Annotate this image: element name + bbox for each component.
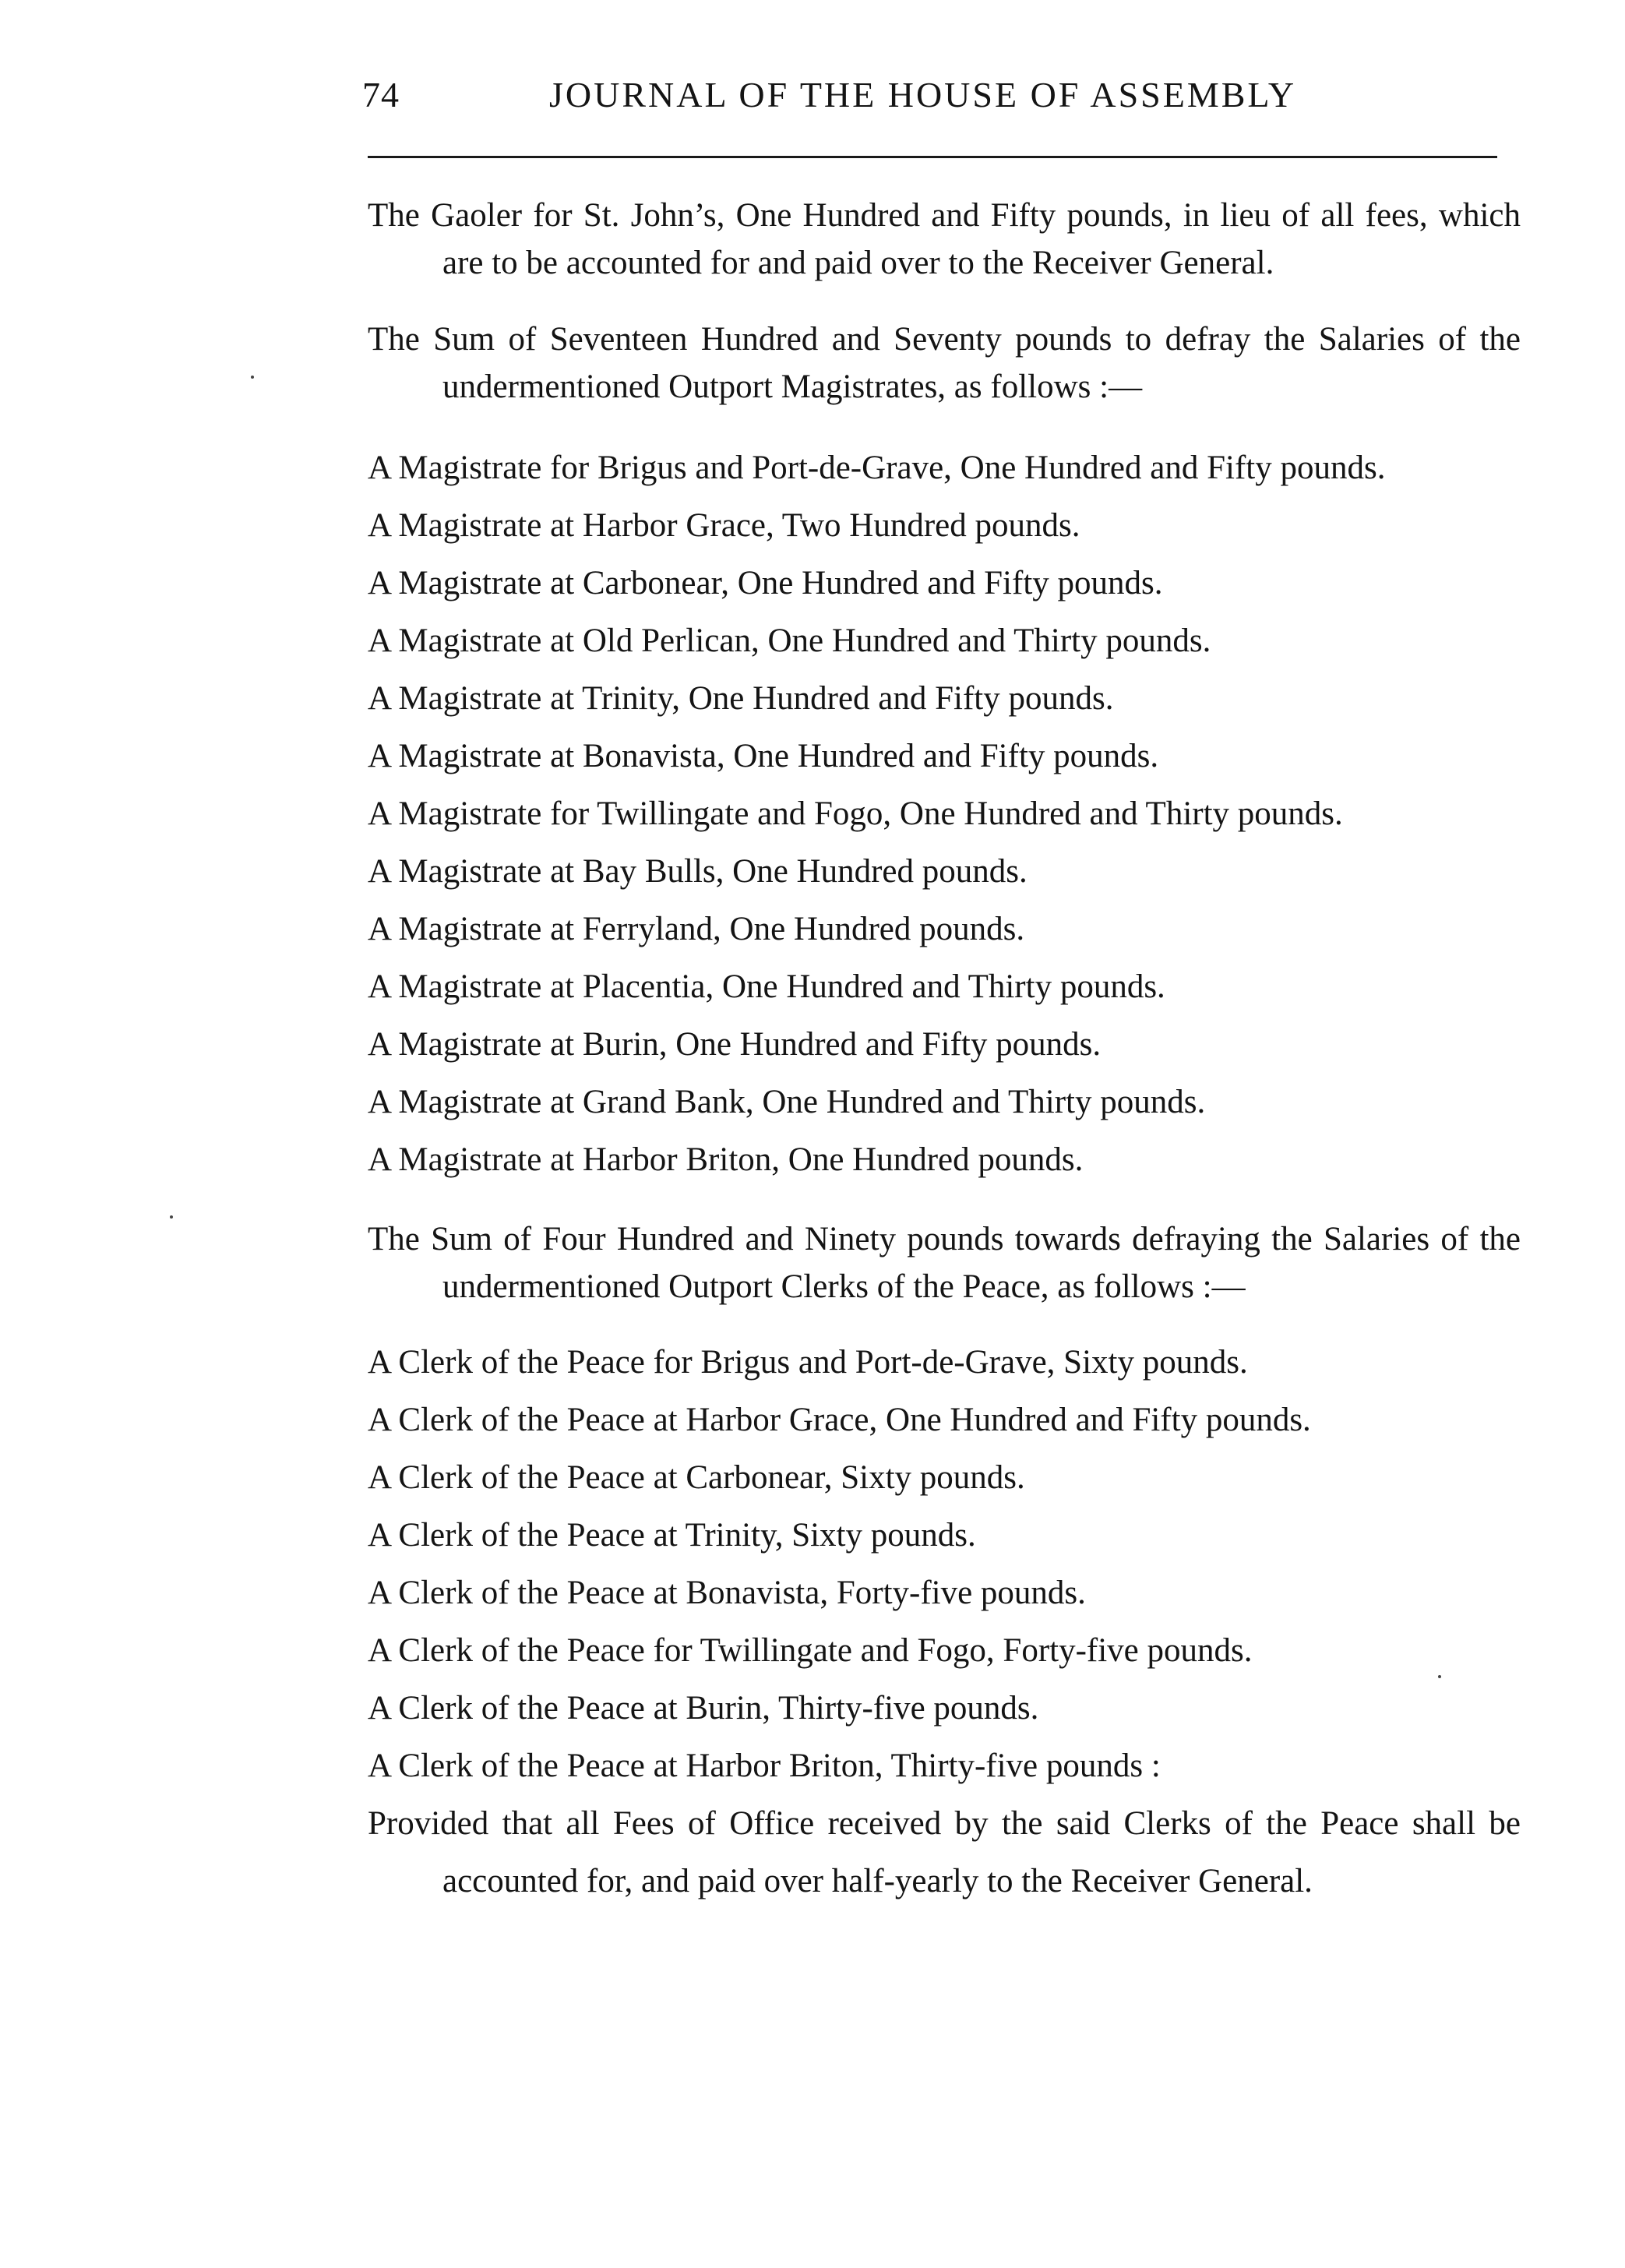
magistrates-intro-paragraph: The Sum of Seventeen Hundred and Seventy pounds to defray the Salaries of the undermentioned Outport Magistrates, as follows :— — [368, 321, 1521, 405]
magistrate-item: A Magistrate at Ferryland, One Hundred pounds. — [368, 911, 1025, 947]
magistrate-item: A Magistrate at Bonavista, One Hundred and Fifty pounds. — [368, 738, 1159, 774]
magistrates-list — [368, 439, 1521, 1189]
journal-body — [368, 192, 1521, 1910]
page-header — [362, 72, 1500, 118]
magistrate-item: A Magistrate at Placentia, One Hundred and Thirty pounds. — [368, 968, 1165, 1005]
paper-speck — [1438, 1675, 1441, 1678]
clerk-item: A Clerk of the Peace for Twillingate and Fogo, Forty-five pounds. — [368, 1632, 1253, 1669]
magistrate-item: A Magistrate at Harbor Briton, One Hundred pounds. — [368, 1141, 1084, 1178]
clerk-item: A Clerk of the Peace at Carbonear, Sixty pounds. — [368, 1459, 1025, 1496]
magistrate-item: A Magistrate at Old Perlican, One Hundred and Thirty pounds. — [368, 623, 1211, 659]
clerk-item: A Clerk of the Peace for Brigus and Port-de-Grave, Sixty pounds. — [368, 1344, 1248, 1381]
clerk-item: A Clerk of the Peace at Harbor Grace, One Hundred and Fifty pounds. — [368, 1402, 1311, 1438]
header-rule — [368, 156, 1497, 158]
paper-speck — [251, 376, 254, 379]
magistrate-item: A Magistrate at Trinity, One Hundred and Fifty pounds. — [368, 680, 1114, 717]
clerk-item: A Clerk of the Peace at Harbor Briton, Thirty-five pounds : — [368, 1748, 1161, 1784]
running-head: JOURNAL OF THE HOUSE OF ASSEMBLY — [549, 75, 1297, 115]
magistrate-item: A Magistrate at Carbonear, One Hundred and Fifty pounds. — [368, 565, 1163, 601]
clerk-item: A Clerk of the Peace at Bonavista, Forty-five pounds. — [368, 1575, 1086, 1611]
paper-speck — [170, 1215, 173, 1219]
clerk-item: A Clerk of the Peace at Trinity, Sixty pounds. — [368, 1517, 976, 1554]
clerks-list — [368, 1334, 1521, 1795]
magistrate-item: A Magistrate for Brigus and Port-de-Grave, One Hundred and Fifty pounds. — [368, 450, 1386, 486]
magistrate-item: A Magistrate at Harbor Grace, Two Hundred pounds. — [368, 507, 1080, 544]
clerks-intro-paragraph: The Sum of Four Hundred and Ninety pounds towards defraying the Salaries of the undermentioned Outport Clerks of the Peace, as follows :— — [368, 1221, 1521, 1305]
page-number: 74 — [362, 75, 400, 115]
magistrate-item: A Magistrate at Bay Bulls, One Hundred pounds. — [368, 853, 1028, 890]
gaoler-paragraph: The Gaoler for St. John’s, One Hundred and Fifty pounds, in lieu of all fees, which are to be accounted for and paid over to the Receiver General. — [368, 197, 1521, 281]
magistrate-item: A Magistrate at Burin, One Hundred and Fifty pounds. — [368, 1026, 1102, 1063]
proviso-paragraph: Provided that all Fees of Office received by the said Clerks of the Peace shall be accounted for, and paid over half-yearly to the Receiver General. — [368, 1805, 1521, 1899]
magistrate-item: A Magistrate for Twillingate and Fogo, One Hundred and Thirty pounds. — [368, 795, 1343, 832]
magistrate-item: A Magistrate at Grand Bank, One Hundred and Thirty pounds. — [368, 1084, 1206, 1120]
clerk-item: A Clerk of the Peace at Burin, Thirty-five pounds. — [368, 1690, 1039, 1727]
